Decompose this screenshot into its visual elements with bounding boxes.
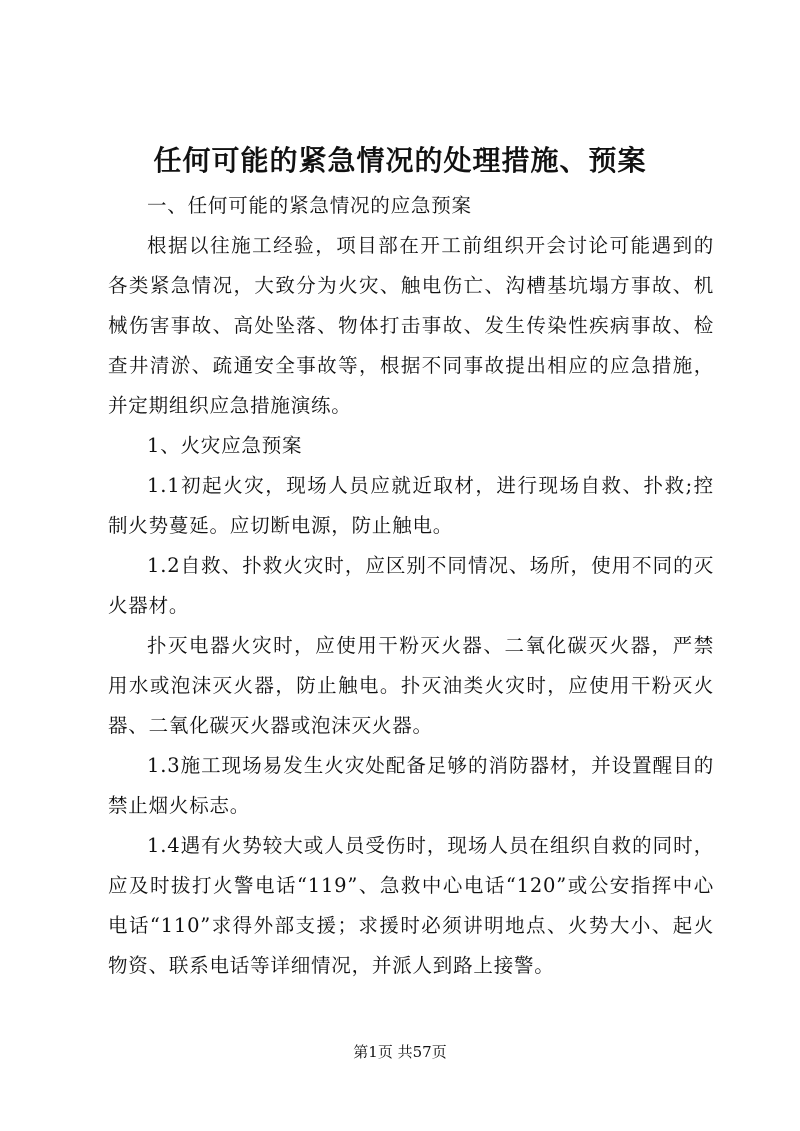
page-footer: 第1页 共57页 bbox=[353, 1043, 447, 1061]
paragraph: 1.2自救、扑救火灾时，应区别不同情况、场所，使用不同的灭火器材。 bbox=[108, 554, 714, 617]
document-body bbox=[108, 186, 714, 986]
paragraph: 1.3施工现场易发生火灾处配备足够的消防器材，并设置醒目的禁止烟火标志。 bbox=[108, 754, 714, 817]
paragraph: 根据以往施工经验，项目部在开工前组织开会讨论可能遇到的各类紧急情况，大致分为火灾、触电伤亡、沟槽基坑塌方事故、机械伤害事故、高处坠落、物体打击事故、发生传染性疾病事故、检查井清淤、疏通安全事故等，根据不同事故提出相应的应急措施，并定期组织应急措施演练。 bbox=[108, 234, 714, 417]
paragraph: 1.1初起火灾，现场人员应就近取材，进行现场自救、扑救;控制火势蔓延。应切断电源，防止触电。 bbox=[108, 474, 714, 537]
paragraph: 1.4遇有火势较大或人员受伤时，现场人员在组织自救的同时，应及时拔打火警电话“119”、急救中心电话“120”或公安指挥中心电话“110”求得外部支援；求援时必须讲明地点、火势大小、起火物资、联系电话等详细情况，并派人到路上接警。 bbox=[108, 834, 714, 977]
section-heading: 一、任何可能的紧急情况的应急预案 bbox=[147, 194, 472, 217]
paragraph: 扑灭电器火灾时，应使用干粉灭火器、二氧化碳灭火器，严禁用水或泡沫灭火器，防止触电。扑灭油类火灾时，应使用干粉灭火器、二氧化碳灭火器或泡沫灭火器。 bbox=[108, 634, 714, 737]
subsection-heading: 1、火灾应急预案 bbox=[147, 434, 303, 457]
page-title: 任何可能的紧急情况的处理措施、预案 bbox=[153, 144, 647, 177]
